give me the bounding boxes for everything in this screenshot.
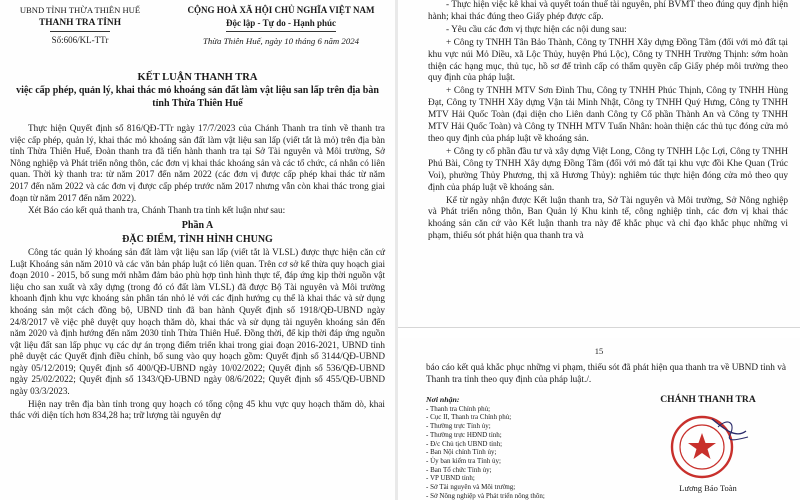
document-page-left <box>0 0 395 500</box>
recipient-item: - Thanh tra Chính phủ; <box>426 404 491 413</box>
signer-role: CHÁNH THANH TRA <box>660 394 756 405</box>
agency-parent: UBND TỈNH THỪA THIÊN HUẾ <box>19 5 141 15</box>
paragraph: - Thực hiện việc kê khai và quyết toán thuế tài nguyên, phí BVMT theo đúng quy định hiện hành; khai thác đúng theo Giấy phép được cấp. <box>428 0 788 22</box>
conclusion-text: báo cáo kết quả khắc phục những vi phạm, thiếu sót đã phát hiện qua thanh tra về UBND tỉnh và Thanh tra tỉnh theo quy định của pháp luật./. <box>426 363 786 385</box>
motto-rule <box>226 31 336 32</box>
official-seal-icon <box>666 409 750 481</box>
paragraph: Xét Báo cáo kết quả thanh tra, Chánh Thanh tra tỉnh kết luận như sau: <box>28 205 286 216</box>
paragraph: Hiện nay trên địa bàn tỉnh trong quy hoạch có tổng cộng 45 khu vực quy hoạch thăm dò, khai thác với diện tích hơn 834,28 ha; trữ lượng tài nguyên dự <box>10 398 385 421</box>
paragraph: - Yêu cầu các đơn vị thực hiện các nội dung sau: <box>446 24 627 35</box>
section-label: Phần A <box>181 219 214 231</box>
document-page-right-bottom <box>398 338 800 500</box>
document-body-right <box>428 0 788 244</box>
document-title-block <box>10 71 385 110</box>
national-header <box>170 4 392 48</box>
recipient-item: - Đ/c Chủ tịch UBND tỉnh; <box>426 439 503 448</box>
signer-name: Lương Bảo Toàn <box>679 483 737 493</box>
section-title: ĐẶC ĐIỂM, TÌNH HÌNH CHUNG <box>122 234 273 246</box>
nation-name: CỘNG HOÀ XÃ HỘI CHỦ NGHĨA VIỆT NAM <box>187 5 375 15</box>
paragraph: + Công ty TNHH Tân Bảo Thành, Công ty TNHH Xây dựng Đồng Tâm (đối với mỏ đất tại khu vực núi Mỏ Diều, xã Lộc Thủy, huyện Phú Lộc), Công ty TNHH Trường Thịnh: sớm hoàn thiện các hạng mục, thủ tục, hồ sơ để trình cấp có thẩm quyền cấp Giấy phép môi trường theo quy định của pháp luật. <box>428 37 788 84</box>
recipient-item: - Ban Nội chính Tỉnh ủy; <box>426 448 497 457</box>
signature-block <box>628 394 788 493</box>
page-gap <box>398 327 800 338</box>
document-page-right-top <box>398 0 800 327</box>
paragraph: Thực hiện Quyết định số 816/QĐ-TTr ngày 17/7/2023 của Chánh Thanh tra tỉnh về thanh tra việc cấp phép, quản lý, khai thác mỏ khoáng sản đất làm vật liệu san lấp (viết tắt là mỏ) trên địa bàn tỉnh Thừa Thiên Huế, Đoàn thanh tra đã tiến hành thanh tra tại Sở Tài nguyên và Môi trường, Sở Nông nghiệp và Phát triển nông thôn, các đơn vị khai thác khoáng sản và các tổ chức, cá nhân có liên quan. Thời kỳ thanh tra: từ năm 2017 đến năm 2022 (các đơn vị được cấp phép khai thác từ năm 2017 đến năm 2022 và các đơn vị được cấp phép trước năm 2017 nhưng vẫn còn khai thác trong giai đoạn từ năm 2017 đến năm 2022). <box>10 123 385 203</box>
recipient-item: - Ủy ban kiểm tra Tỉnh ủy; <box>426 456 501 465</box>
document-title: KẾT LUẬN THANH TRA <box>137 72 258 83</box>
paragraph: Công tác quản lý khoáng sản đất làm vật liệu san lấp (viết tắt là VLSL) được thực hiện căn cứ Luật Khoáng sản năm 2010 và các văn bản pháp luật có liên quan. Trên cơ sở kế thừa quy hoạch giai đoạn 2010 - 2015, bổ sung mới nhằm đảm bảo phù hợp tình hình thực tế, đáp ứng kịp thời nguồn vật liệu cho san xuất và xây dựng (trong đó có đất làm VLSL) đã được Bộ Tài nguyên và Môi trường khoanh định khu vực khoáng sản phân tán nhỏ lẻ với các định hướng cụ thể là khai thác và sử dụng khoáng sản một cách đồng bộ, UBND tỉnh đã ban hành Quyết định số 1918/QĐ-UBND ngày 24/8/2017 về việc phê duyệt quy hoạch thăm dò, khai thác và sử dụng tài nguyên khoáng sản đến năm 2020 và định hướng đến năm 2030 tỉnh Thừa Thiên Huế. Đồng thời, để kịp thời đáp ứng nguồn vật liệu đất san lấp phục vụ các dự án trọng điểm triển khai trong giai đoạn 2016-2021, UBND tỉnh phê duyệt các Quyết định điều chỉnh, bổ sung vào quy hoạch gồm: Quyết định số 3144/QĐ-UBND ngày 05/12/2019; Quyết định số 400/QĐ-UBND ngày 10/02/2022; Quyết định số 536/QĐ-UBND ngày 25/02/2022; Quyết định số 1343/QĐ-UBND ngày 08/6/2022; Quyết định số 455/QĐ-UBND ngày 03/3/2023. <box>10 246 385 397</box>
recipient-item: - Thường trực HĐND tỉnh; <box>426 430 502 439</box>
document-body-left <box>10 123 385 423</box>
issuing-agency-header <box>5 4 155 47</box>
recipient-item: - Cục II, Thanh tra Chính phủ; <box>426 413 512 422</box>
nation-motto: Độc lập - Tự do - Hạnh phúc <box>225 18 336 28</box>
recipient-item: - Sở Nông nghiệp và Phát triển nông thôn; <box>426 491 545 500</box>
document-number: Số:606/KL-TTr <box>51 35 109 45</box>
recipients-list <box>426 396 606 500</box>
recipient-item: - Ban Tổ chức Tỉnh ủy; <box>426 465 492 474</box>
recipient-item: - VP UBND tỉnh; <box>426 474 475 483</box>
issue-date: Thừa Thiên Huế, ngày 10 tháng 6 năm 2024 <box>202 36 360 46</box>
agency-name: THANH TRA TỈNH <box>39 18 121 28</box>
recipients-heading: Nơi nhận: <box>426 395 460 404</box>
page-number: 15 <box>594 346 604 356</box>
paragraph: + Công ty TNHH MTV Sơn Đình Thu, Công ty TNHH Phúc Thịnh, Công ty TNHH Hùng Đạt, Công ty TNHH Xây dựng Vận tải Minh Nhật, Công ty TNHH Quý Hưng, Công ty TNHH MTV Hải Quốc Toàn (đại diện cho Liên danh Công ty Cổ phần Thành An và Công ty TNHH MTV Hải Quốc Toàn) và Công ty TNHH MTV Tuấn Nhân: hoàn thiện các thủ tục đóng cửa mỏ theo quy định của pháp luật về khoáng sản. <box>428 86 788 144</box>
recipient-item: - Thường trực Tỉnh ủy; <box>426 422 491 431</box>
paragraph: + Công ty cổ phần đầu tư và xây dựng Việt Long, Công ty TNHH Lộc Lợi, Công ty TNHH Phú Bài, Công ty TNHH Xây dựng Đồng Tâm (đối với mỏ đất tại khu vực đồi Khe Quan (Trúc Voi), phường Thủy Phương, thị xã Hương Thủy): nghiêm túc thực hiện đóng cửa mỏ theo quy định của pháp luật về khoáng sản. <box>428 146 788 193</box>
header-rule <box>50 31 110 32</box>
recipient-item: - Sở Tài nguyên và Môi trường; <box>426 483 516 492</box>
paragraph: Kể từ ngày nhận được Kết luận thanh tra, Sở Tài nguyên và Môi trường, Sở Nông nghiệp và Phát triển nông thôn, Ban Quản lý Khu kinh tế, công nghiệp tỉnh, các đơn vị khai thác khoáng sản căn cứ vào Kết luận thanh tra này để khắc phục và chỉ đạo khắc phục những vi phạm, thiếu sót phát hiện qua thanh tra và <box>428 195 788 242</box>
document-subtitle: việc cấp phép, quản lý, khai thác mỏ khoáng sản đất làm vật liệu san lấp trên địa bàn tỉnh Thừa Thiên Huế <box>16 85 379 109</box>
